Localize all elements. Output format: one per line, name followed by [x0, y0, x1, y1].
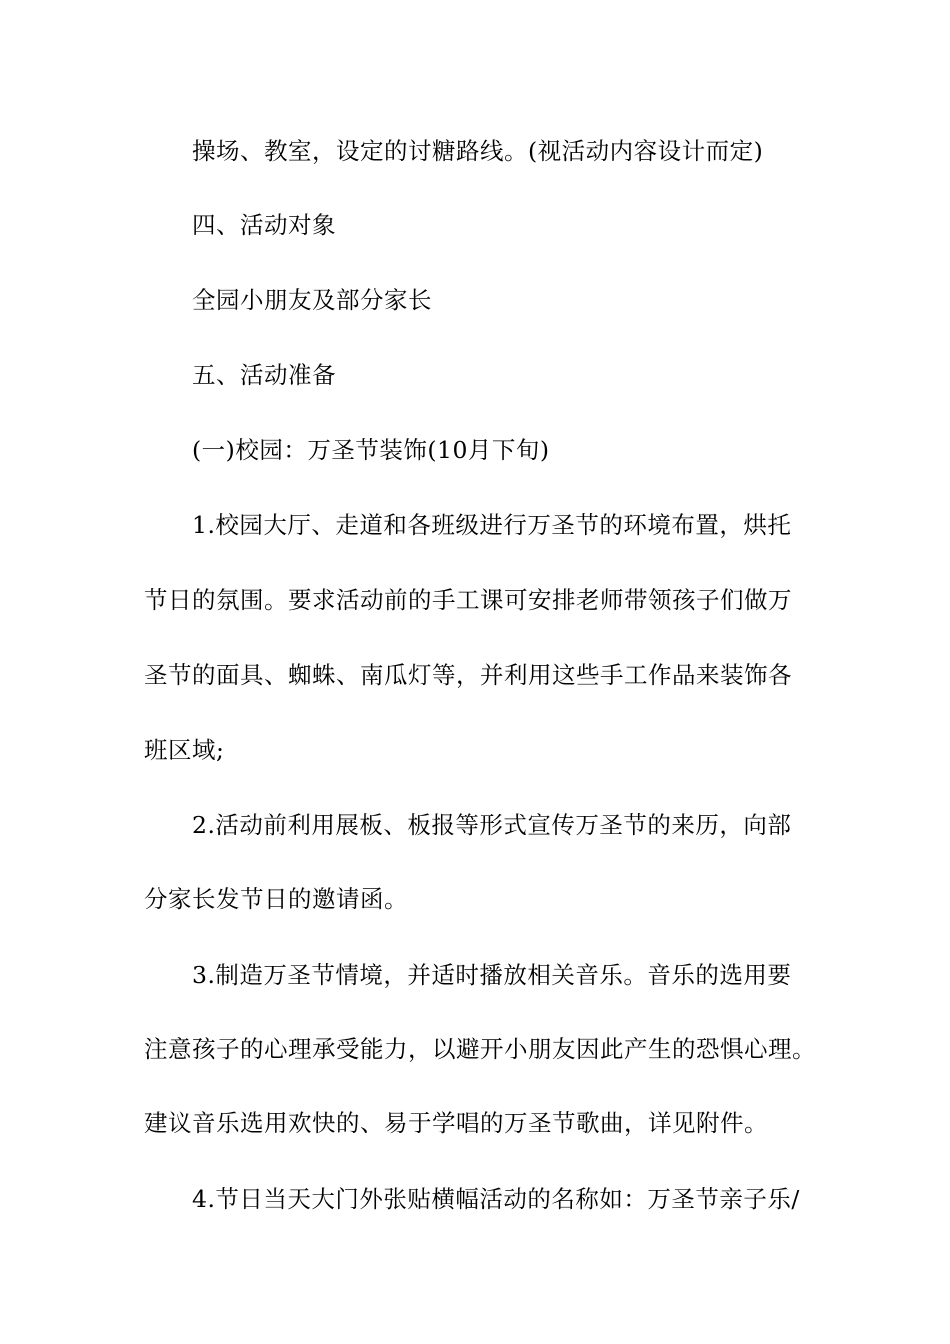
section-heading: 五、活动准备	[192, 361, 336, 389]
paragraph-line: 操场、教室，设定的讨糖路线。(视活动内容设计而定)	[192, 137, 764, 165]
paragraph-line: 圣节的面具、蜘蛛、南瓜灯等，并利用这些手工作品来装饰各	[144, 661, 792, 689]
paragraph-line: 节日的氛围。要求活动前的手工课可安排老师带领孩子们做万	[144, 586, 792, 614]
paragraph-line: 班区域;	[144, 736, 225, 764]
paragraph-line: 全园小朋友及部分家长	[192, 286, 432, 314]
paragraph-line: 注意孩子的心理承受能力，以避开小朋友因此产生的恐惧心理。	[144, 1035, 816, 1063]
paragraph-line: 1.校园大厅、走道和各班级进行万圣节的环境布置，烘托	[192, 511, 792, 539]
section-heading: 四、活动对象	[192, 211, 336, 239]
paragraph-line: 2.活动前利用展板、板报等形式宣传万圣节的来历，向部	[192, 811, 792, 839]
paragraph-line: 建议音乐选用欢快的、易于学唱的万圣节歌曲，详见附件。	[144, 1109, 768, 1137]
paragraph-line: 分家长发节日的邀请函。	[144, 885, 408, 913]
subsection-heading: (一)校园：万圣节装饰(10月下旬)	[192, 436, 550, 464]
paragraph-line: 3.制造万圣节情境，并适时播放相关音乐。音乐的选用要	[192, 961, 792, 989]
paragraph-line: 4.节日当天大门外张贴横幅活动的名称如：万圣节亲子乐/	[192, 1185, 800, 1213]
